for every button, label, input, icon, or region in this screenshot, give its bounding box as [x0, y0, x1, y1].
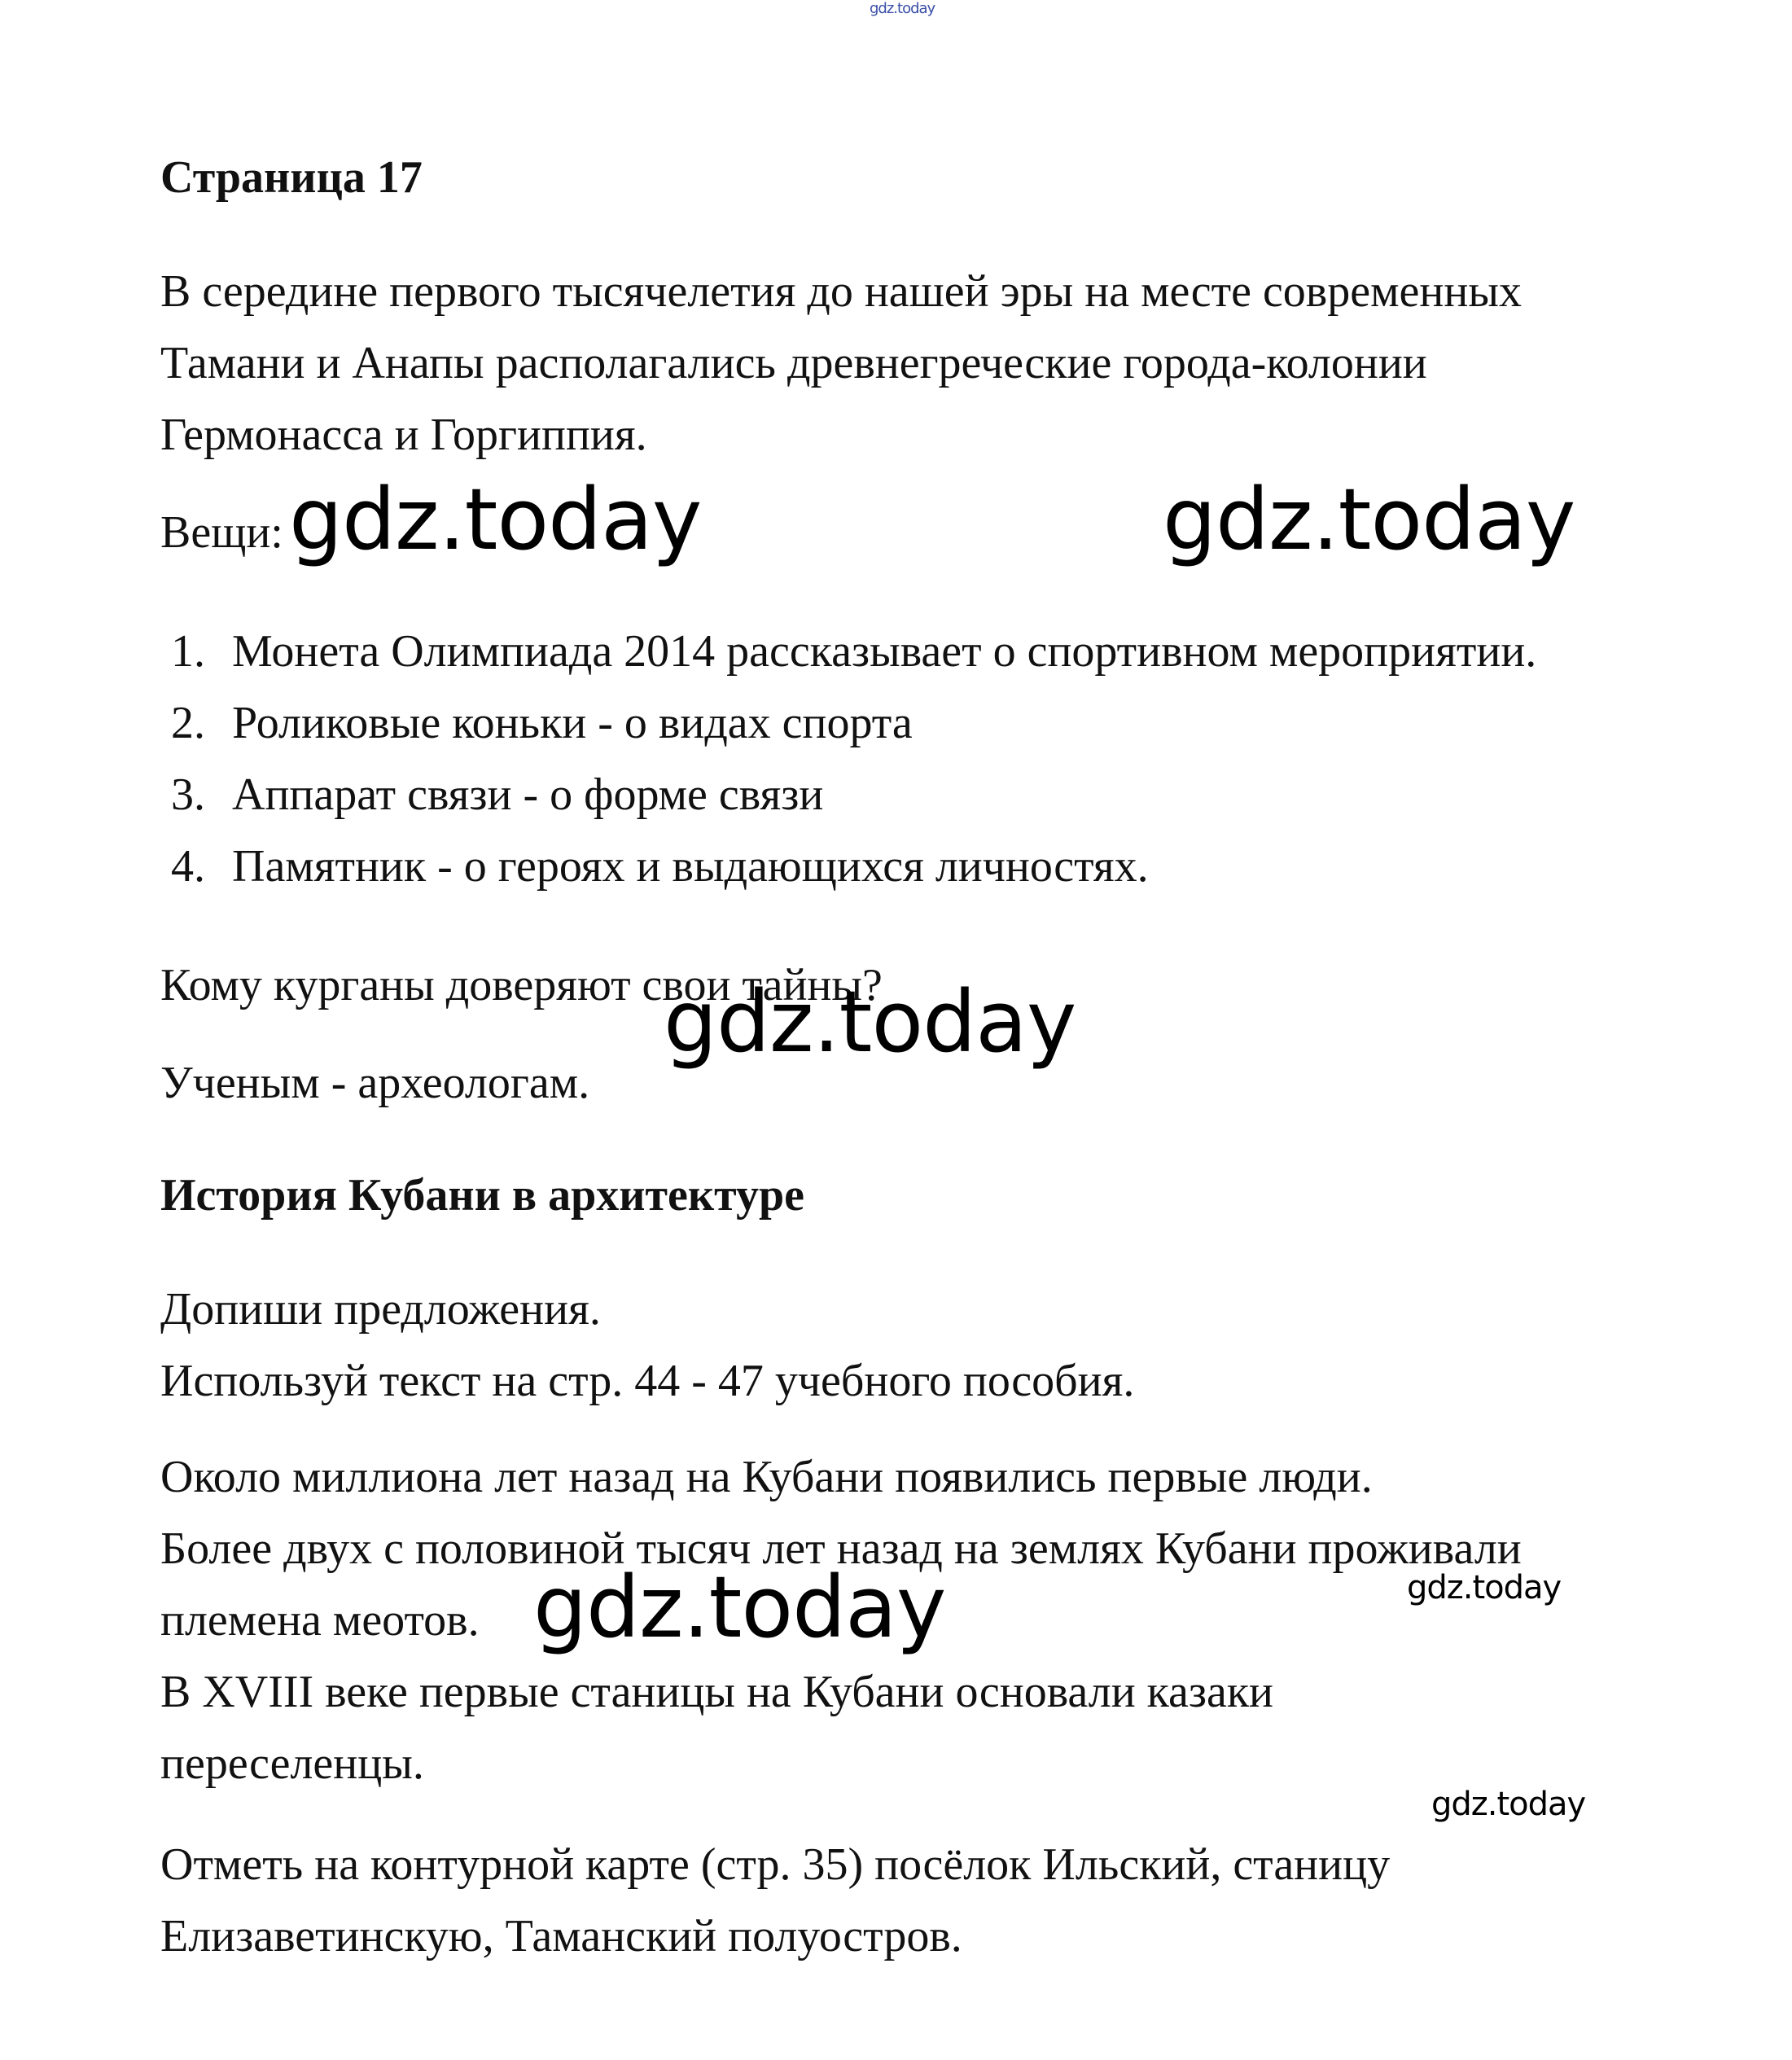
list-item-number: 3.	[171, 769, 205, 820]
list-item-number: 1.	[171, 626, 205, 677]
list-item-number: 2.	[171, 698, 205, 748]
map-task-line-1: Отметь на контурной карте (стр. 35) посёлок Ильский, станицу	[160, 1839, 1391, 1890]
sentence-3-line-1: В XVIII веке первые станицы на Кубани основали казаки	[160, 1667, 1274, 1717]
question: Кому курганы доверяют свои тайны?	[160, 960, 883, 1010]
watermark: gdz.today	[1431, 1786, 1586, 1823]
top-watermark: gdz.today	[870, 0, 935, 17]
intro-line-2: Тамани и Анапы располагались древнегреческие города-колонии	[160, 338, 1427, 388]
list-item-text: Аппарат связи - о форме связи	[232, 769, 824, 820]
sentence-2-line-1: Более двух с половиной тысяч лет назад на землях Кубани проживали	[160, 1523, 1522, 1574]
list-item-text: Памятник - о героях и выдающихся личностях.	[232, 841, 1149, 892]
intro-line-3: Гермонасса и Горгиппия.	[160, 410, 647, 460]
list-item-number: 4.	[171, 841, 205, 892]
task-line-2: Используй текст на стр. 44 - 47 учебного пособия.	[160, 1356, 1135, 1406]
page-title: Страница 17	[160, 152, 423, 203]
sentence-1: Около миллиона лет назад на Кубани появились первые люди.	[160, 1452, 1373, 1502]
sentence-2-line-2: племена меотов.	[160, 1595, 480, 1646]
watermark: gdz.today	[289, 470, 702, 569]
list-item-text: Роликовые коньки - о видах спорта	[232, 698, 913, 748]
intro-line-1: В середине первого тысячелетия до нашей эры на месте современных	[160, 266, 1522, 317]
map-task-line-2: Елизаветинскую, Таманский полуостров.	[160, 1911, 962, 1961]
list-item-text: Монета Олимпиада 2014 рассказывает о спортивном мероприятии.	[232, 626, 1537, 677]
task-line-1: Допиши предложения.	[160, 1284, 601, 1335]
section-title: История Кубани в архитектуре	[160, 1170, 804, 1221]
watermark: gdz.today	[533, 1558, 946, 1657]
things-label: Вещи:	[160, 507, 283, 558]
watermark: gdz.today	[1407, 1569, 1562, 1606]
watermark: gdz.today	[1163, 470, 1575, 569]
sentence-3-line-2: переселенцы.	[160, 1738, 424, 1789]
watermark: gdz.today	[664, 972, 1076, 1072]
answer: Ученым - археологам.	[160, 1058, 590, 1108]
